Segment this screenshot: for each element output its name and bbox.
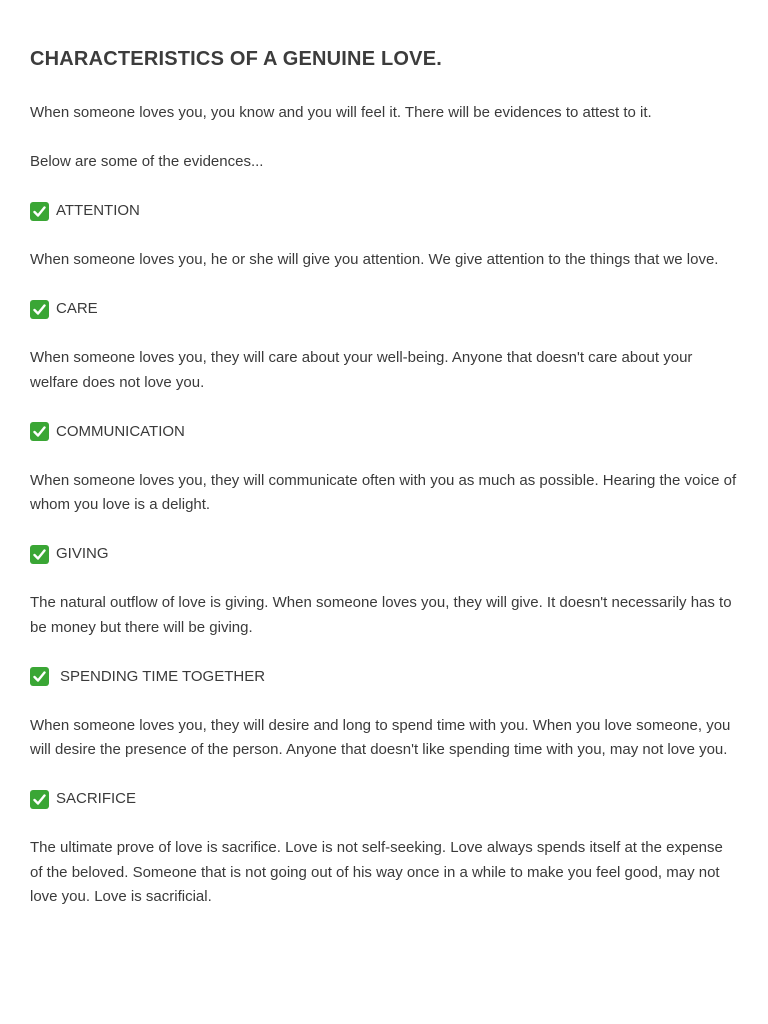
check-mark-icon [30,790,49,809]
section-paragraph: The natural outflow of love is giving. When someone loves you, they will give. It doesn't necessarily has to be money but there will be giving. [30,594,732,636]
check-mark-icon [30,667,49,686]
intro-paragraph: Below are some of the evidences... [30,153,264,170]
section-heading-communication [30,420,738,445]
check-mark-icon [30,545,49,564]
check-mark-icon [30,300,49,319]
intro-paragraph: When someone loves you, you know and you will feel it. There will be evidences to attest to it. [30,104,652,121]
section-heading-label: GIVING [56,545,109,562]
section-paragraph: When someone loves you, they will desire and long to spend time with you. When you love someone, you will desire the presence of the person. Anyone that doesn't like spending time with you, may not love you. [30,716,731,758]
section-paragraph: When someone loves you, they will communicate often with you as much as possible. Hearing the voice of whom you love is a delight. [30,471,737,513]
check-mark-icon [30,202,49,221]
section-heading-sacrifice [30,787,738,812]
section-heading-spending-time-together [30,665,738,690]
section-heading-giving [30,542,738,567]
section-heading-label: ATTENTION [56,202,140,219]
check-mark-icon [30,422,49,441]
section-heading-care [30,297,738,322]
section-paragraph: When someone loves you, they will care about your well-being. Anyone that doesn't care about your welfare does not love you. [30,349,693,391]
section-paragraph: The ultimate prove of love is sacrifice. Love is not self-seeking. Love always spends itself at the expense of the beloved. Someone that is not going out of his way once in a while to make you feel good, may not love you. Love is sacrificial. [30,839,723,905]
section-heading-label: SPENDING TIME TOGETHER [60,667,266,685]
section-paragraph: When someone loves you, he or she will give you attention. We give attention to the things that we love. [30,251,719,268]
section-heading-label: CARE [56,300,98,317]
section-heading-label: COMMUNICATION [56,422,185,440]
page-title: CHARACTERISTICS OF A GENUINE LOVE. [30,48,443,70]
section-heading-attention [30,199,738,224]
section-heading-label: SACRIFICE [56,790,137,807]
